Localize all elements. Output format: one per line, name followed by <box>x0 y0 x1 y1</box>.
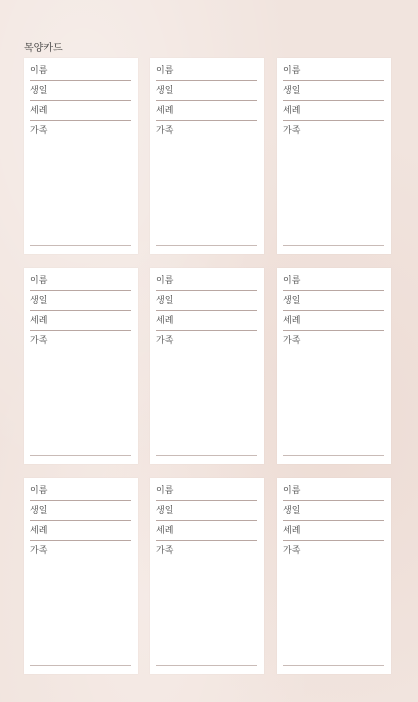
family-label: 가족 <box>283 126 301 136</box>
birthday-label: 생일 <box>283 296 301 306</box>
birthday-label: 생일 <box>156 506 174 516</box>
birthday-label: 생일 <box>30 506 48 516</box>
bottom-line <box>156 455 257 456</box>
pastoral-card <box>277 478 391 674</box>
birthday-label: 생일 <box>283 506 301 516</box>
bottom-line <box>283 245 384 246</box>
baptism-label: 세례 <box>283 526 301 536</box>
birthday-label: 생일 <box>30 86 48 96</box>
baptism-label: 세례 <box>30 526 48 536</box>
name-line <box>283 80 384 81</box>
baptism-label: 세례 <box>156 316 174 326</box>
name-line <box>156 500 257 501</box>
bottom-line <box>30 665 131 666</box>
baptism-label: 세례 <box>156 106 174 116</box>
birthday-label: 생일 <box>156 296 174 306</box>
baptism-line <box>30 120 131 121</box>
family-label: 가족 <box>156 126 174 136</box>
birthday-line <box>283 100 384 101</box>
pastoral-card <box>150 268 264 464</box>
name-label: 이름 <box>156 276 174 286</box>
baptism-line <box>283 540 384 541</box>
family-label: 가족 <box>156 546 174 556</box>
pastoral-card <box>150 478 264 674</box>
baptism-label: 세례 <box>283 316 301 326</box>
name-line <box>283 500 384 501</box>
name-label: 이름 <box>30 486 48 496</box>
birthday-line <box>156 520 257 521</box>
baptism-line <box>156 120 257 121</box>
bottom-line <box>156 245 257 246</box>
baptism-label: 세례 <box>30 316 48 326</box>
baptism-line <box>283 330 384 331</box>
name-line <box>30 80 131 81</box>
page-title: 목양카드 <box>24 43 63 54</box>
name-label: 이름 <box>283 66 301 76</box>
baptism-line <box>156 540 257 541</box>
birthday-label: 생일 <box>283 86 301 96</box>
birthday-label: 생일 <box>156 86 174 96</box>
bottom-line <box>156 665 257 666</box>
birthday-line <box>30 310 131 311</box>
family-label: 가족 <box>30 546 48 556</box>
birthday-line <box>283 310 384 311</box>
birthday-line <box>30 520 131 521</box>
name-line <box>30 290 131 291</box>
pastoral-card <box>150 58 264 254</box>
bottom-line <box>283 665 384 666</box>
name-label: 이름 <box>156 66 174 76</box>
name-line <box>156 80 257 81</box>
family-label: 가족 <box>283 336 301 346</box>
name-label: 이름 <box>156 486 174 496</box>
name-line <box>283 290 384 291</box>
birthday-line <box>156 310 257 311</box>
pastoral-card <box>24 478 138 674</box>
baptism-line <box>30 330 131 331</box>
name-label: 이름 <box>30 66 48 76</box>
name-label: 이름 <box>30 276 48 286</box>
baptism-label: 세례 <box>156 526 174 536</box>
pastoral-card <box>277 58 391 254</box>
name-label: 이름 <box>283 486 301 496</box>
bottom-line <box>30 245 131 246</box>
baptism-label: 세례 <box>30 106 48 116</box>
family-label: 가족 <box>156 336 174 346</box>
baptism-line <box>30 540 131 541</box>
pastoral-card <box>24 58 138 254</box>
pastoral-card <box>277 268 391 464</box>
name-line <box>30 500 131 501</box>
baptism-label: 세례 <box>283 106 301 116</box>
bottom-line <box>30 455 131 456</box>
baptism-line <box>156 330 257 331</box>
birthday-line <box>30 100 131 101</box>
family-label: 가족 <box>30 336 48 346</box>
name-line <box>156 290 257 291</box>
birthday-line <box>156 100 257 101</box>
birthday-line <box>283 520 384 521</box>
family-label: 가족 <box>30 126 48 136</box>
birthday-label: 생일 <box>30 296 48 306</box>
name-label: 이름 <box>283 276 301 286</box>
family-label: 가족 <box>283 546 301 556</box>
pastoral-card <box>24 268 138 464</box>
bottom-line <box>283 455 384 456</box>
baptism-line <box>283 120 384 121</box>
